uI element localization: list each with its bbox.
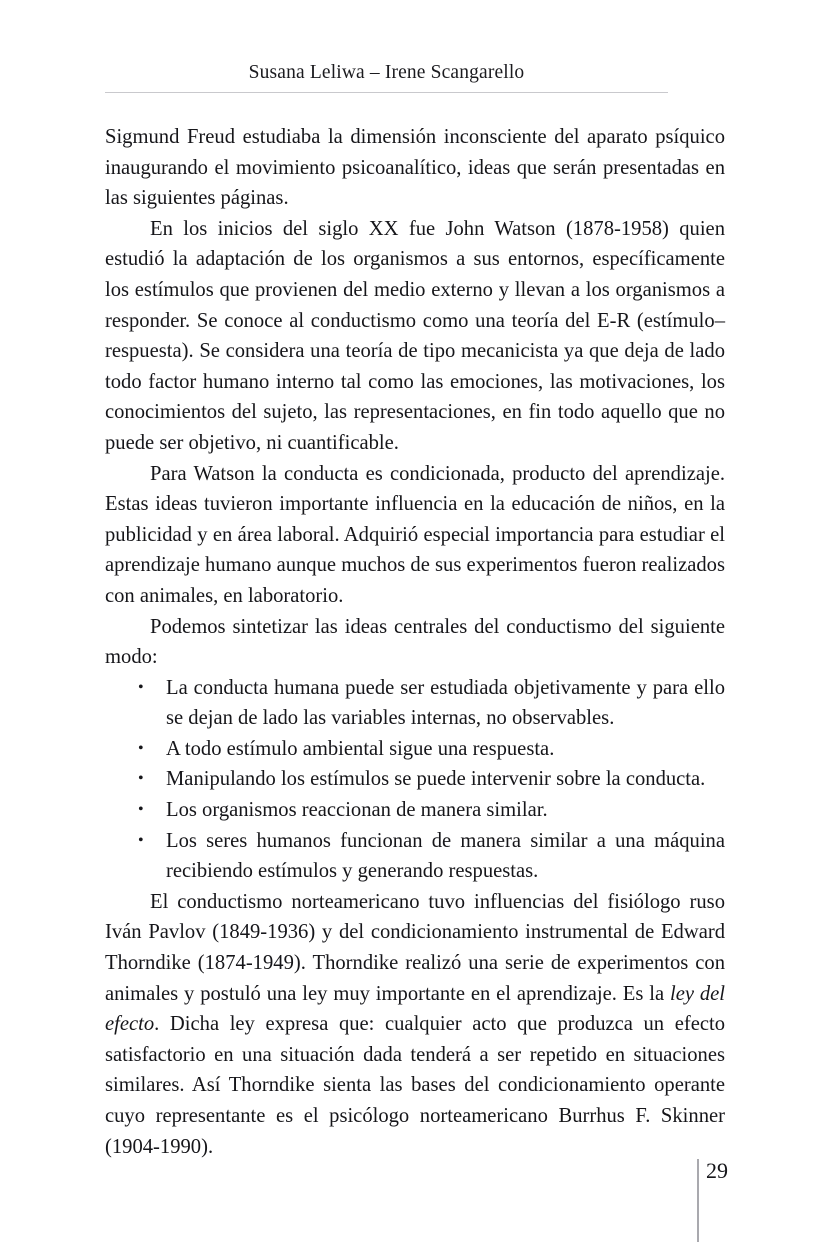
list-item	[105, 764, 725, 795]
paragraph-segment-lead: El conductismo norteamericano tuvo influencias del fisiólogo ruso Iván Pavlov (1849-1936) y del condicionamiento instrumental de Edward Thorndike (1874-1949). Thorndike realizó una serie de experimentos con animales y postuló una ley muy importante en el aprendizaje. Es la	[105, 890, 725, 1005]
list-item	[105, 673, 725, 734]
list-item-text: Manipulando los estímulos se puede intervenir sobre la conducta.	[166, 768, 706, 791]
running-head: Susana Leliwa – Irene Scangarello	[248, 62, 525, 83]
bullet-icon: •	[138, 678, 144, 696]
list-item	[105, 795, 725, 826]
behaviorism-tenets-list	[105, 673, 725, 887]
header-divider	[105, 92, 668, 93]
bullet-icon: •	[138, 831, 144, 849]
paragraph-watson-intro: En los inicios del siglo XX fue John Watson (1878-1958) quien estudió la adaptación de los organismos a sus entornos, específicamente los estímulos que provienen del medio externo y llevan a los organismos a responder. Se conoce al conductismo como una teoría del E-R (estímulo–respuesta). Se considera una teoría de tipo mecanicista ya que deja de lado todo factor humano interno tal como las emociones, las motivaciones, los conocimientos del sujeto, las representaciones, en fin todo aquello que no puede ser objetivo, ni cuantificable.	[105, 217, 725, 454]
list-item-text: Los organismos reaccionan de manera similar.	[166, 799, 548, 822]
page-body	[105, 122, 725, 1162]
page-number: 29	[706, 1158, 728, 1183]
folio-divider	[697, 1159, 699, 1242]
list-item	[105, 734, 725, 765]
list-item-text: A todo estímulo ambiental sigue una respuesta.	[166, 737, 555, 760]
paragraph-synthesis-lead: Podemos sintetizar las ideas centrales del conductismo del siguiente modo:	[105, 615, 725, 669]
bullet-icon: •	[138, 739, 144, 757]
bullet-icon: •	[138, 770, 144, 788]
paragraph-segment-tail: . Dicha ley expresa que: cualquier acto que produzca un efecto satisfactorio en una situación dada tenderá a ser repetido en situaciones similares. Así Thorndike sienta las bases del condicionamiento operante cuyo representante es el psicólogo norteamericano Burrhus F. Skinner (1904-1990).	[105, 1013, 725, 1158]
list-item	[105, 826, 725, 887]
bullet-icon: •	[138, 801, 144, 819]
paragraph-pavlov-thorndike	[105, 887, 725, 1162]
paragraph-watson-conditioning: Para Watson la conducta es condicionada, producto del aprendizaje. Estas ideas tuvieron importante influencia en la educación de niños, en la publicidad y en área laboral. Adquirió especial importancia para estudiar el aprendizaje humano aunque muchos de sus experimentos fueron realizados con animales, en laboratorio.	[105, 462, 725, 607]
list-item-text: La conducta humana puede ser estudiada objetivamente y para ello se dejan de lado las variables internas, no observables.	[166, 676, 725, 730]
paragraph-freud: Sigmund Freud estudiaba la dimensión inconsciente del aparato psíquico inaugurando el movimiento psicoanalítico, ideas que serán presentadas en las siguientes páginas.	[105, 126, 725, 210]
law-of-effect-emphasis: ley del efecto	[105, 982, 726, 1036]
list-item-text: Los seres humanos funcionan de manera similar a una máquina recibiendo estímulos y generando respuestas.	[166, 829, 725, 883]
